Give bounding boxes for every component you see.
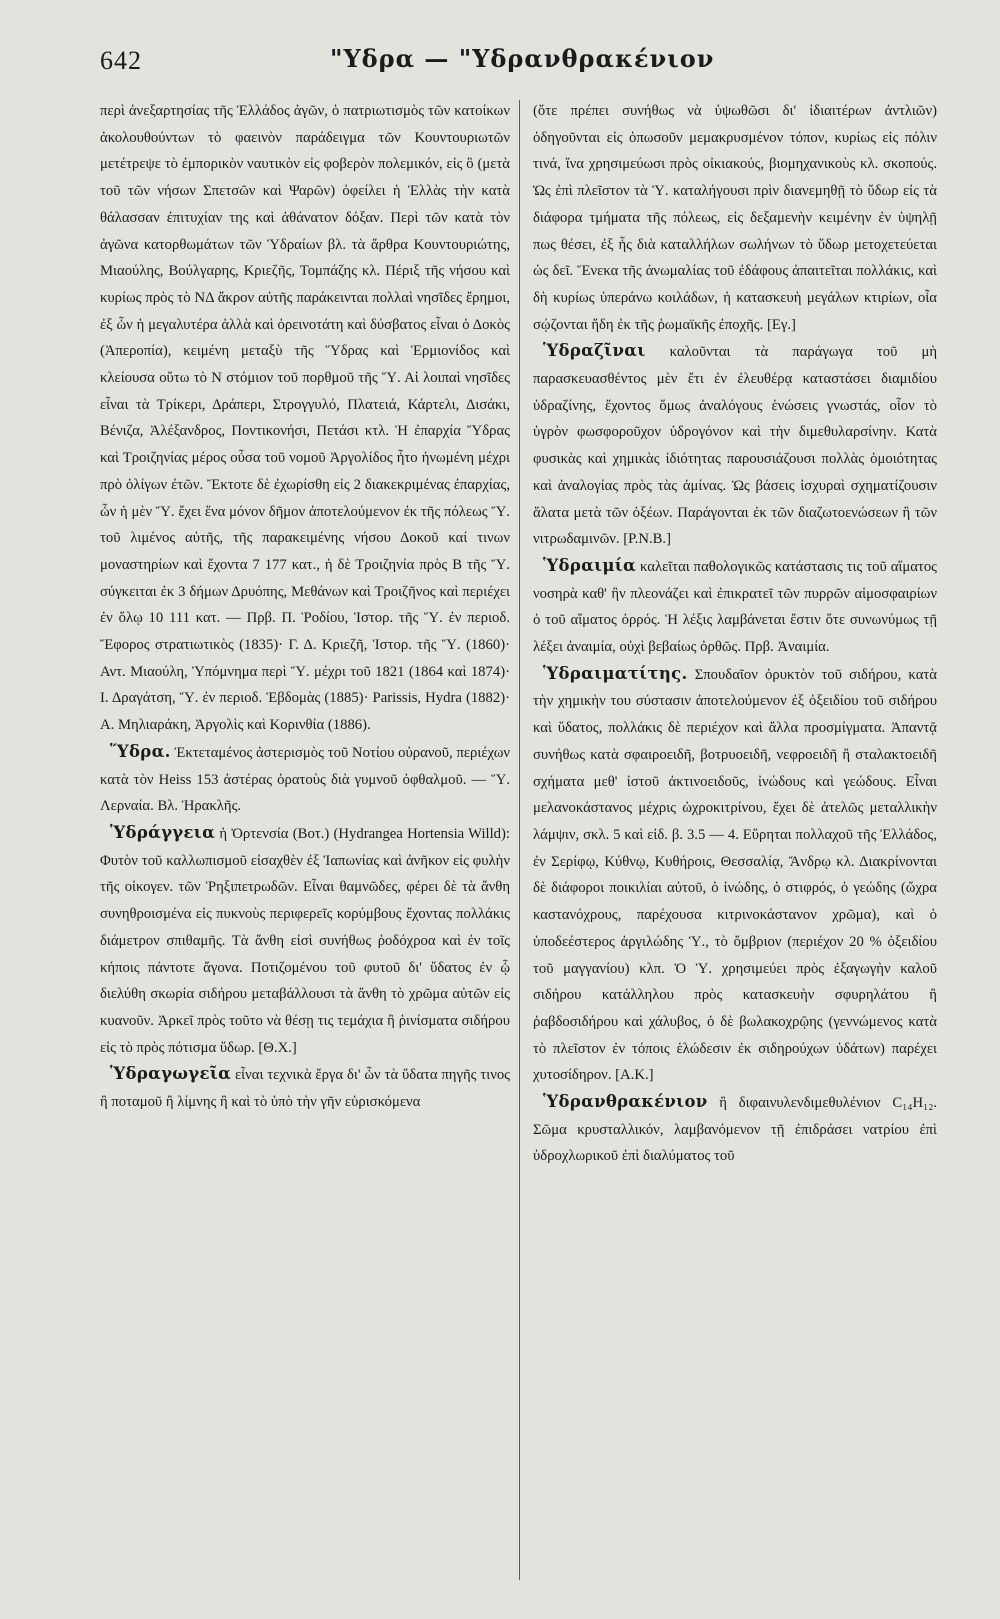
page-number: 642 [100, 46, 142, 75]
entry-paragraph [100, 98, 510, 739]
entry-text: (ὅτε πρέπει συνήθως νὰ ὑψωθῶσι δι' ἰδιαιτέρων ἀντλιῶν) ὁδηγοῦνται εἰς ὁπωσοῦν μεμακρυσμένον τόπον, κυρίως εἰς πόλιν τινά, ἵνα χρησιμεύωσι πρὸς οἰκιακούς, βιομηχανικοὺς κλ. σκοπούς. Ὡς ἐπὶ πλεῖστον τὰ Ὑ. καταλήγουσι πρὶν διανεμηθῇ τὸ ὕδωρ εἰς τὰ διάφορα τμήματα τῆς πόλεως, εἰς δεξαμενὴν κειμένην ἐν ὑψηλῇ πως θέσει, ἐξ ἧς διὰ καταλλήλων σωλήνων τὸ ὕδωρ μετοχετεύεται ὡς δεῖ. Ἕνεκα τῆς ἀνωμαλίας τοῦ ἐδάφους ἀπαιτεῖται πολλάκις, καὶ δὴ κυρίως ὑπεράνω κοιλάδων, ἡ κατασκευὴ μεγάλων κτιρίων, οἷα σῴζονται ἤδη ἐκ τῆς ῥωμαϊκῆς ἐποχῆς. [Εγ.] [533, 103, 937, 333]
entry-headword: Ὑδρανθρακένιον [543, 1092, 708, 1112]
entry-paragraph [100, 1061, 510, 1115]
entry-headword: Ὑδραζῖναι [543, 341, 646, 361]
entry-text: ἢ διφαινυλενδιμεθυλένιον C₁₄H₁₂. Σῶμα κρυσταλλικόν, λαμβανόμενον τῇ ἐπιδράσει νατρίου ἐπὶ ὑδροχλωρικοῦ ἐπὶ διαλύματος τοῦ [533, 1095, 937, 1165]
left-column [100, 98, 510, 1116]
page-header [0, 0, 1000, 90]
entry-text: καλεῖται παθολογικῶς κατάστασις τις τοῦ αἵματος νοσηρὰ καθ' ἣν πλεονάζει καὶ ἐπικρατεῖ τῶν πυρρῶν αἱμοσφαιρίων ὁ τοῦ αἵματος ὀρρός. Ἡ λέξις λαμβάνεται ἔστιν ὅτε συνωνύμως τῇ λέξει ἀναιμία, οὐχὶ βεβαίως ὀρθῶς. Πρβ. Ἀναιμία. [533, 558, 937, 656]
running-head: "Υδρα — "Υδρανθρακένιον [330, 44, 715, 73]
entry-headword: Ὑδραιματίτης. [543, 663, 688, 683]
entry-headword: Ὑδραγωγεῖα [110, 1064, 232, 1084]
entry-text: Σπουδαῖον ὀρυκτὸν τοῦ σιδήρου, κατὰ τὴν χημικὴν του σύστασιν ἀποτελούμενον ἐξ ὀξειδίου τοῦ σιδήρου καὶ ὕδατος, πολλάκις δὲ περιέχον καὶ ἄλλα προσμίγματα. Ἀπαντᾷ συνήθως κατὰ σφαιροειδῆ, βοτρυοειδῆ, νεφροειδῆ ἢ σταλακτοειδῆ σχήματα μεθ' ἰστοῦ ἀκτινοειδοῦς, ἰνώδους καὶ γεώδους. Εἶναι μελανοκάστανος μέχρις ὠχροκιτρίνου, ἔχει δὲ ἀτελῶς μεταλλικὴν λάμψιν, σκλ. 5 καὶ εἰδ. β. 3.5 — 4. Εὕρηται πολλαχοῦ τῆς Ἑλλάδος, ἐν Σερίφῳ, Κύθνῳ, Κυθήροις, Θεσσαλίᾳ, Ἄνδρῳ κλ. Διακρίνονται δὲ διάφοροι ποικιλίαι αὐτοῦ, ὁ ἰνώδης, ὁ στιφρός, ὁ γεώδης (ὤχρα καστανόχρους, παρέχουσα κιτρινοκάστανον χρῶμα), καὶ ὁ ὑποδεέστερος ἀργιλώδης Ὑ., τὸ ὄμβριον (περιέχον 20 % ὀξειδίου τοῦ μαγγανίου) κλπ. Ὁ Ὑ. χρησιμεύει πρὸς ἐξαγωγὴν καλοῦ σιδήρου κατάλληλου πρὸς κατασκευὴν σφυρηλάτου ἢ ῥαβδοσιδήρου καὶ χάλυβος, ὁ δὲ βωλακοχρῷης (γεννώμενος κατὰ τὸ πλεῖστον ἐν τόποις ἑλώδεσιν ἐκ σιδηρούχων ὑδάτων) παρέχει χυτοσίδηρον. [Α.Κ.] [533, 666, 937, 1084]
entry-paragraph [533, 98, 937, 338]
right-column [533, 98, 937, 1170]
entry-headword: Ὑδραιμία [543, 555, 637, 575]
entry-paragraph [533, 661, 937, 1089]
entry-text: καλοῦνται τὰ παράγωγα τοῦ μὴ παρασκευασθέντος μὲν ἔτι ἐν ἐλευθέρᾳ καταστάσει διαμιδίου ὑδραζίνης, ἔχοντος ὅμως ἀναλόγους ἑνώσεις γνωστάς, οἷον τὸ ὑγρὸν φωσφοροῦχον ὑδρογόνον καὶ τὴν διμεθυλαρσίνην. Κατὰ φυσικὰς καὶ χημικὰς ἰδιότητας παρουσιάζουσι πολλὰς ὁμοιότητας καὶ ἀναλογίας πρὸς τὰς ἀμίνας. Ὡς βάσεις ἰσχυραὶ σχηματίζουσιν ἅλατα μετὰ τῶν ὀξέων. Παράγονται ἐκ τῶν διαζωτοενώσεων ἢ τῶν νιτρωδαμινῶν. [Ρ.Ν.Β.] [533, 344, 937, 548]
entry-headword: Ὑδράγγεια [110, 822, 216, 842]
entry-paragraph [100, 739, 510, 820]
entry-headword: Ὕδρα. [110, 741, 171, 761]
entry-paragraph [533, 1089, 937, 1170]
entry-paragraph [100, 820, 510, 1061]
entry-text: εἶναι τεχνικὰ ἔργα δι' ὧν τὰ ὕδατα πηγῆς τινος ἢ ποταμοῦ ἢ λίμνης ἢ καὶ τὸ ὑπὸ τὴν γῆν εὑρισκόμενα [100, 1067, 510, 1111]
entry-text: περὶ ἀνεξαρτησίας τῆς Ἑλλάδος ἀγῶν, ὁ πατριωτισμὸς τῶν κατοίκων ἀκολουθούντων τὸ φαεινὸν παράδειγμα τῶν Κουντουριωτῶν μετέτρεψε τὸ ἐμπορικὸν ναυτικὸν εἰς φοβερὸν πολεμικόν, εἰς ὃ (μετὰ τοῦ τῶν νήσων Σπετσῶν καὶ Ψαρῶν) ὀφείλει ἡ Ἑλλὰς τὴν κατὰ θάλασσαν ἐπιτυχίαν της καὶ ἀθάνατον δόξαν. Περὶ τῶν κατὰ τὸν ἀγῶνα κατορθωμάτων τῶν Ὑδραίων βλ. τὰ ἄρθρα Κουντουριώτης, Μιαούλης, Βούλγαρης, Κριεζῆς, Τομπάζης κλ. Πέριξ τῆς νήσου καὶ κυρίως πρὸς τὸ ΝΔ ἄκρον αὐτῆς παράκεινται πολλαὶ νησῖδες ἔρημοι, ἐξ ὧν ἡ μεγαλυτέρα ἀλλὰ καὶ ὀρεινοτάτη καὶ δύσβατος εἶναι ὁ Δοκὸς (Ἀπεροπία), κειμένη μεταξὺ τῆς Ὕδρας καὶ Ἑρμιονίδος καὶ κλείουσα οὕτω τὸ Ν στόμιον τοῦ πορθμοῦ τῆς Ὕ. Αἱ λοιπαὶ νησῖδες εἶναι τὰ Τρίκερι, Δράπερι, Στρογγυλό, Πλατειά, Κάρτελι, Δισάκι, Βένιζα, Ἀλέξανδρος, Ποντικονήσι, Πετάσι κτλ. Ἡ ἐπαρχία Ὕδρας καὶ Τροιζηνίας μέρος οὖσα τοῦ νομοῦ Ἀργολίδος ἦτο ἡνωμένη μέχρι πρὸ ὀλίγων ἐτῶν. Ἔκτοτε δὲ ἐχωρίσθη εἰς 2 διακεκριμένας ἐπαρχίας, ὧν ἡ μὲν Ὕ. ἔχει ἕνα μόνον δῆμον ἀποτελούμενον ἐκ τῆς πόλεως Ὕ. τοῦ λιμένος αὐτῆς, τῆς παρακειμένης νήσου Δοκοῦ καί τινων μοναστηρίων καὶ ἔχοντα 7 177 κατ., ἡ δὲ Τροιζηνία πρὸς Β τῆς Ὕ. σύγκειται ἐκ 3 δήμων Δρυόπης, Μεθάνων καὶ Τροιζῆνος καὶ περιέχει ἐν ὅλῳ 10 111 κατ. — Πρβ. Π. Ῥοδίου, Ἱστορ. τῆς Ὕ. ἐν περιοδ. Ἔφορος στρατιωτικὸς (1835)· Γ. Δ. Κριεζῆ, Ἱστορ. τῆς Ὕ. (1860)· Αντ. Μιαούλη, Ὑπόμνημα περὶ Ὕ. μέχρι τοῦ 1821 (1864 καὶ 1874)· Ι. Δραγάτση, Ὕ. ἐν περιοδ. Ἑβδομὰς (1885)· Parissis, Hydra (1882)· Α. Μηλιαράκη, Ἀργολὶς καὶ Κορινθία (1886). [100, 103, 510, 734]
entry-text: ἡ Ὀρτενσία (Βοτ.) (Hydrangea Hortensia Willd): Φυτὸν τοῦ καλλωπισμοῦ εἰσαχθὲν ἐξ Ἰαπωνίας καὶ ἀνῆκον εἰς φυλὴν τῆς οἰκογεν. τῶν Ῥηξιπετρωδῶν. Εἶναι θαμνῶδες, φέρει δὲ τὰ ἄνθη συνηθροισμένα εἰς πυκνοὺς περιφερεῖς κορύμβους ἔχοντας πολλάκις διάμετρον σπιθαμῆς. Τὰ ἄνθη εἰσὶ συνήθως ῥοδόχροα καὶ ἐν τοῖς κήποις πάντοτε ἄγονα. Ποτιζομένου τοῦ φυτοῦ δι' ὕδατος ἐν ᾧ διελύθη σκωρία σιδήρου μεταβάλλουσι τὰ ἄνθη τὸ χρῶμα αὐτῶν εἰς κυανοῦν. Ἀρκεῖ πρὸς τοῦτο νὰ θέσῃ τις τεμάχια ἢ ῥινίσματα σιδήρου εἰς τὸ πρὸς πότισμα ὕδωρ. [Θ.Χ.] [100, 825, 510, 1056]
entry-paragraph [533, 553, 937, 661]
entry-text: Ἐκτεταμένος ἀστερισμὸς τοῦ Νοτίου οὐρανοῦ, περιέχων κατὰ τὸν Heiss 153 ἀστέρας ὁρατοὺς διὰ γυμνοῦ ὀφθαλμοῦ. — Ὕ. Λερναία. Βλ. Ἡρακλῆς. [100, 744, 510, 815]
entry-paragraph [533, 338, 937, 553]
column-divider [519, 100, 520, 1580]
